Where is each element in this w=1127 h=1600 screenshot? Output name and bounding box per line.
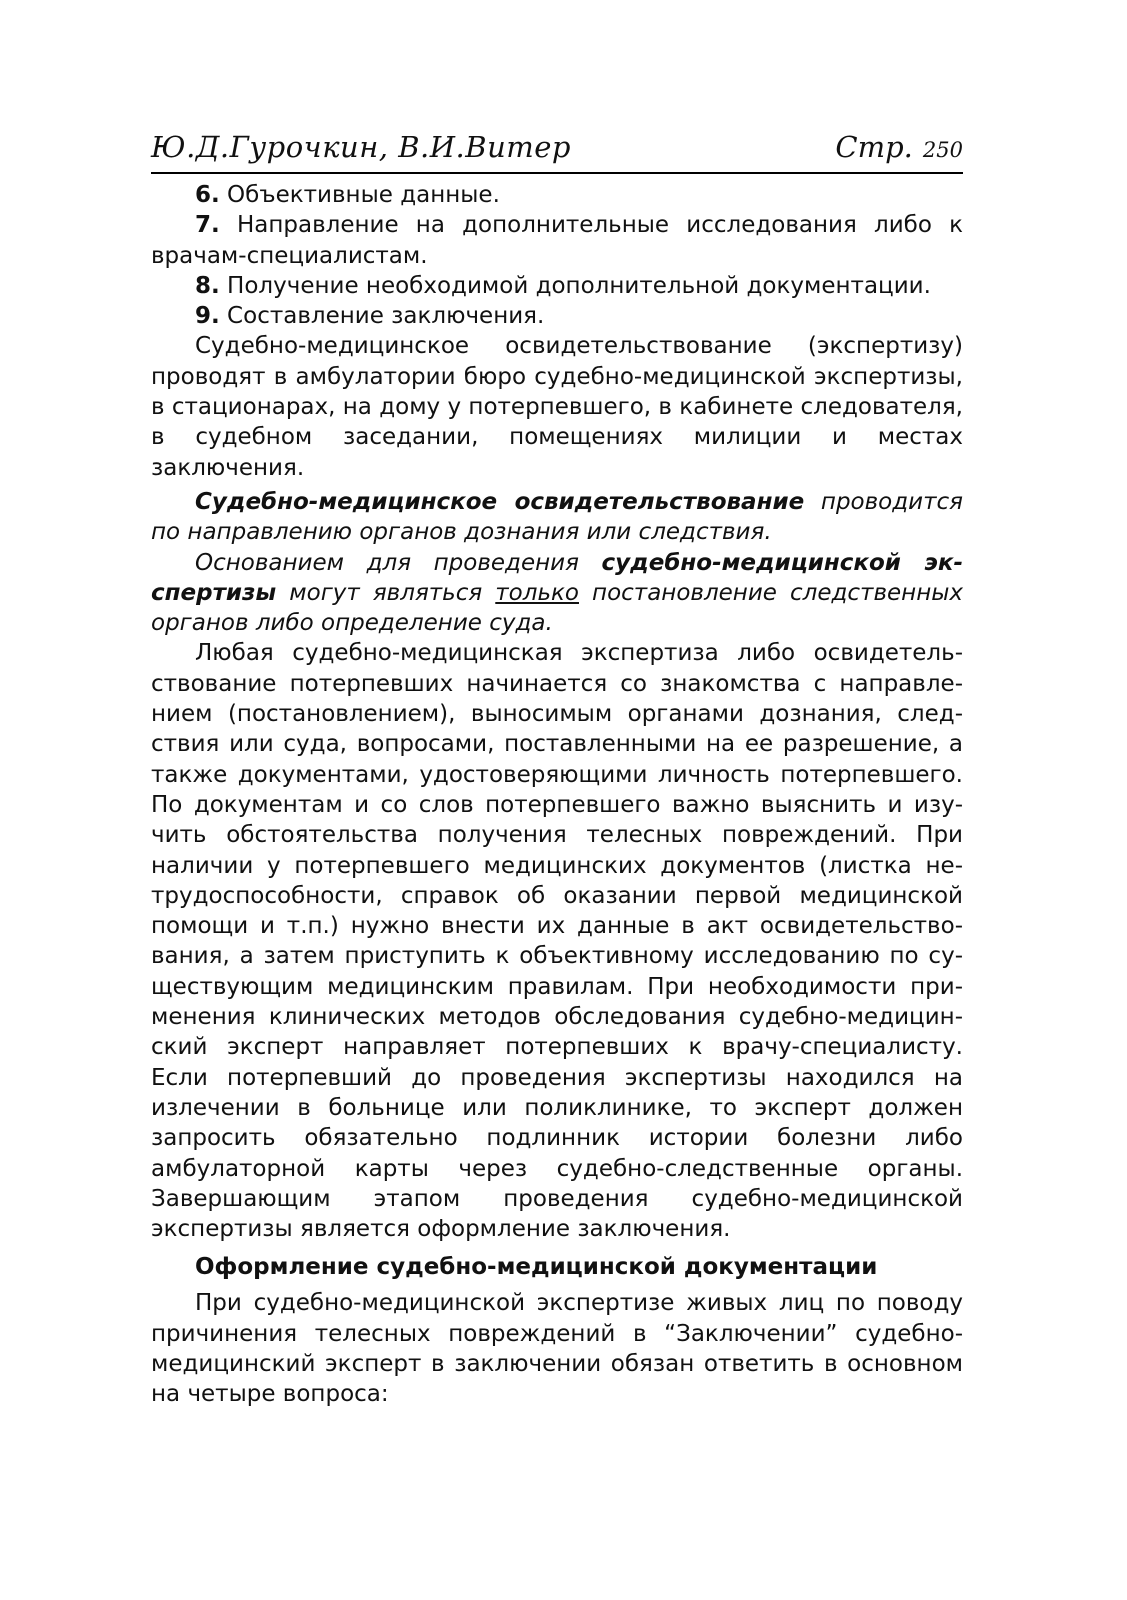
paragraph-text: Основанием для проведения bbox=[195, 549, 602, 576]
emphasis-term: Судебно-медицинское освидетельствование bbox=[195, 488, 805, 515]
list-item-text: Получение необходимой дополнительной документации. bbox=[219, 272, 931, 299]
section-heading: Оформление судебно-медицинской документации bbox=[195, 1254, 878, 1281]
list-item-text: Составление заключения. bbox=[219, 303, 545, 330]
list-item-number: 7. bbox=[195, 212, 220, 239]
list-item-number: 9. bbox=[195, 303, 220, 330]
paragraph-places: Судебно-медицинское освидетельствование (экспертизу) проводят в амбулатории бюро судебно-медицинской экспертизы, в стационарах, на дому у потерпевшего, в кабинете следователя, в судебном заседании, помещениях милиции и местах заключения. bbox=[151, 333, 963, 481]
paragraph-direction bbox=[151, 487, 963, 548]
paragraph-text: могут являться bbox=[276, 579, 496, 606]
running-header bbox=[151, 120, 963, 174]
header-page-ref bbox=[835, 130, 963, 164]
list-item bbox=[151, 301, 963, 331]
underlined-word: только bbox=[495, 579, 579, 606]
list-item-text: Направление на дополнительные исследования либо к врачам-специалистам. bbox=[151, 212, 963, 269]
emphasis-term: судебно-медицинской экспертизы bbox=[151, 549, 964, 606]
paragraph-text: постановление следственных органов либо определение суда. bbox=[151, 579, 964, 637]
list-item-number: 8. bbox=[195, 272, 220, 299]
list-item-text: Объективные данные. bbox=[219, 182, 500, 208]
header-authors: Ю.Д.Гурочкин, В.И.Витер bbox=[151, 130, 571, 164]
page-body bbox=[151, 180, 963, 1410]
header-page-label: Стр. bbox=[835, 130, 913, 164]
paragraph-basis bbox=[151, 548, 963, 639]
list-item bbox=[151, 180, 963, 210]
list-item bbox=[151, 271, 963, 301]
list-item-number: 6. bbox=[195, 182, 220, 208]
list-item bbox=[151, 210, 963, 271]
paragraph-procedure: Любая судебно-медицинская экспертиза либо освидетельствование потерпевших начинается со знакомства с направлением (постановлением), выносимым органами дознания, следствия или суда, вопросами, поставленными на ее разрешение, а также документами, удостоверяющими личность потерпевшего. По документам и со слов потерпевшего важно выяснить и изучить обстоятельства получения телесных повреждений. При наличии у потерпевшего медицинских документов (листка нетрудоспособности, справок об оказании первой медицинской помощи и т.п.) нужно внести их данные в акт освидетельствования, а затем приступить к объективному исследованию по существующим медицинским правилам. При необходимости применения клинических методов обследования судебно-медицинский эксперт направляет потерпевших к врачу-специалисту. Если потерпевший до проведения экспертизы находился на излечении в больнице или поликлинике, то эксперт должен запросить обязательно подлинник истории болезни либо амбулаторной карты через судебно-следственные органы. Завершающим этапом проведения судебно-медицинской экспертизы является оформление заключения. bbox=[151, 640, 963, 1243]
page-number: 250 bbox=[922, 138, 963, 162]
paragraph-questions: При судебно-медицинской экспертизе живых лиц по поводу причинения телесных повреждений в “Заключении” судебно-медицинский эксперт в заключении обязан ответить в основном на четыре вопроса: bbox=[151, 1290, 963, 1408]
paragraph-text: проводится по направлению органов дознания или следствия. bbox=[151, 488, 963, 546]
